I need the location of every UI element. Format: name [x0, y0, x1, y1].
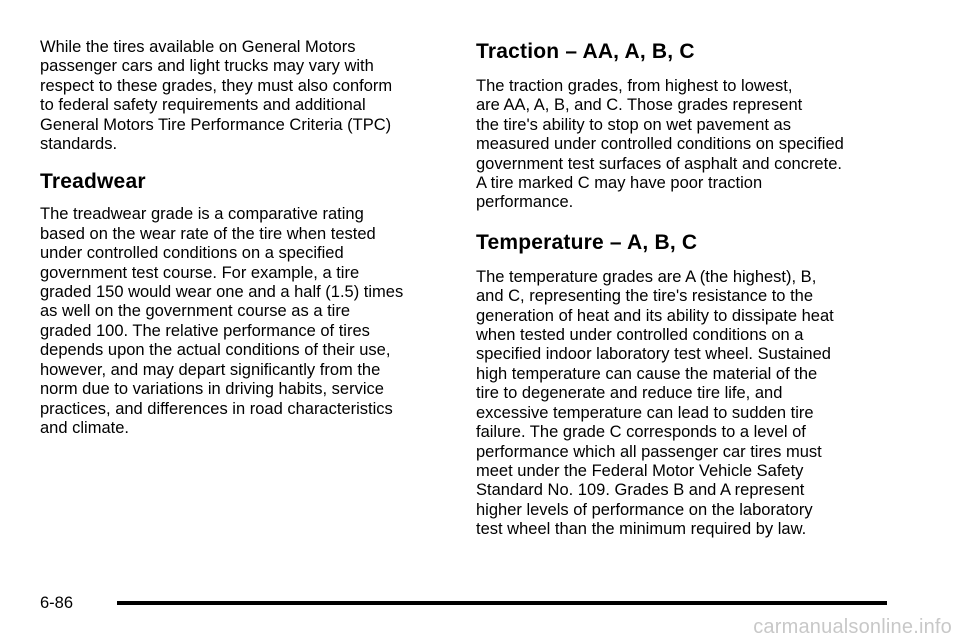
temperature-paragraph: The temperature grades are A (the highest), B, and C, representing the tire's resistance to the generation of heat and its ability to dissipate heat when tested under controlled conditions on a specified indoor laboratory test wheel. Sustained high temperature can cause the material of the tire to degenerate and reduce tire life, and excessive temperature can lead to sudden tire failure. The grade C corresponds to a level of performance which all passenger car tires must meet under the Federal Motor Vehicle Safety Standard No. 109. Grades B and A represent higher levels of performance on the laboratory test wheel than the minimum required by law. — [476, 267, 834, 539]
treadwear-heading: Treadwear — [40, 170, 146, 194]
traction-heading: Traction – AA, A, B, C — [476, 40, 695, 63]
footer-rule — [117, 601, 887, 605]
left-column — [40, 38, 450, 438]
right-column — [476, 40, 896, 540]
temperature-heading: Temperature – A, B, C — [476, 230, 698, 254]
traction-paragraph: The traction grades, from highest to lowest, are AA, A, B, and C. Those grades represent the tire's ability to stop on wet pavement as measured under controlled conditions on specified government test surfaces of asphalt and concrete. A tire marked C may have poor traction performance. — [476, 77, 844, 212]
watermark: carmanualsonline.info — [753, 616, 952, 638]
intro-paragraph: While the tires available on General Motors passenger cars and light trucks may vary with respect to these grades, they must also conform to federal safety requirements and additional General Motors Tire Performance Criteria (TPC) standards. — [40, 38, 393, 154]
page-number: 6-86 — [40, 594, 74, 612]
treadwear-paragraph: The treadwear grade is a comparative rating based on the wear rate of the tire when tested under controlled conditions on a specified government test course. For example, a tire graded 150 would wear one and a half (1.5) times as well on the government course as a tire graded 100. The relative performance of tires depends upon the actual conditions of their use, however, and may depart significantly from the norm due to variations in driving habits, service practices, and differences in road characteristics and climate. — [40, 205, 404, 437]
